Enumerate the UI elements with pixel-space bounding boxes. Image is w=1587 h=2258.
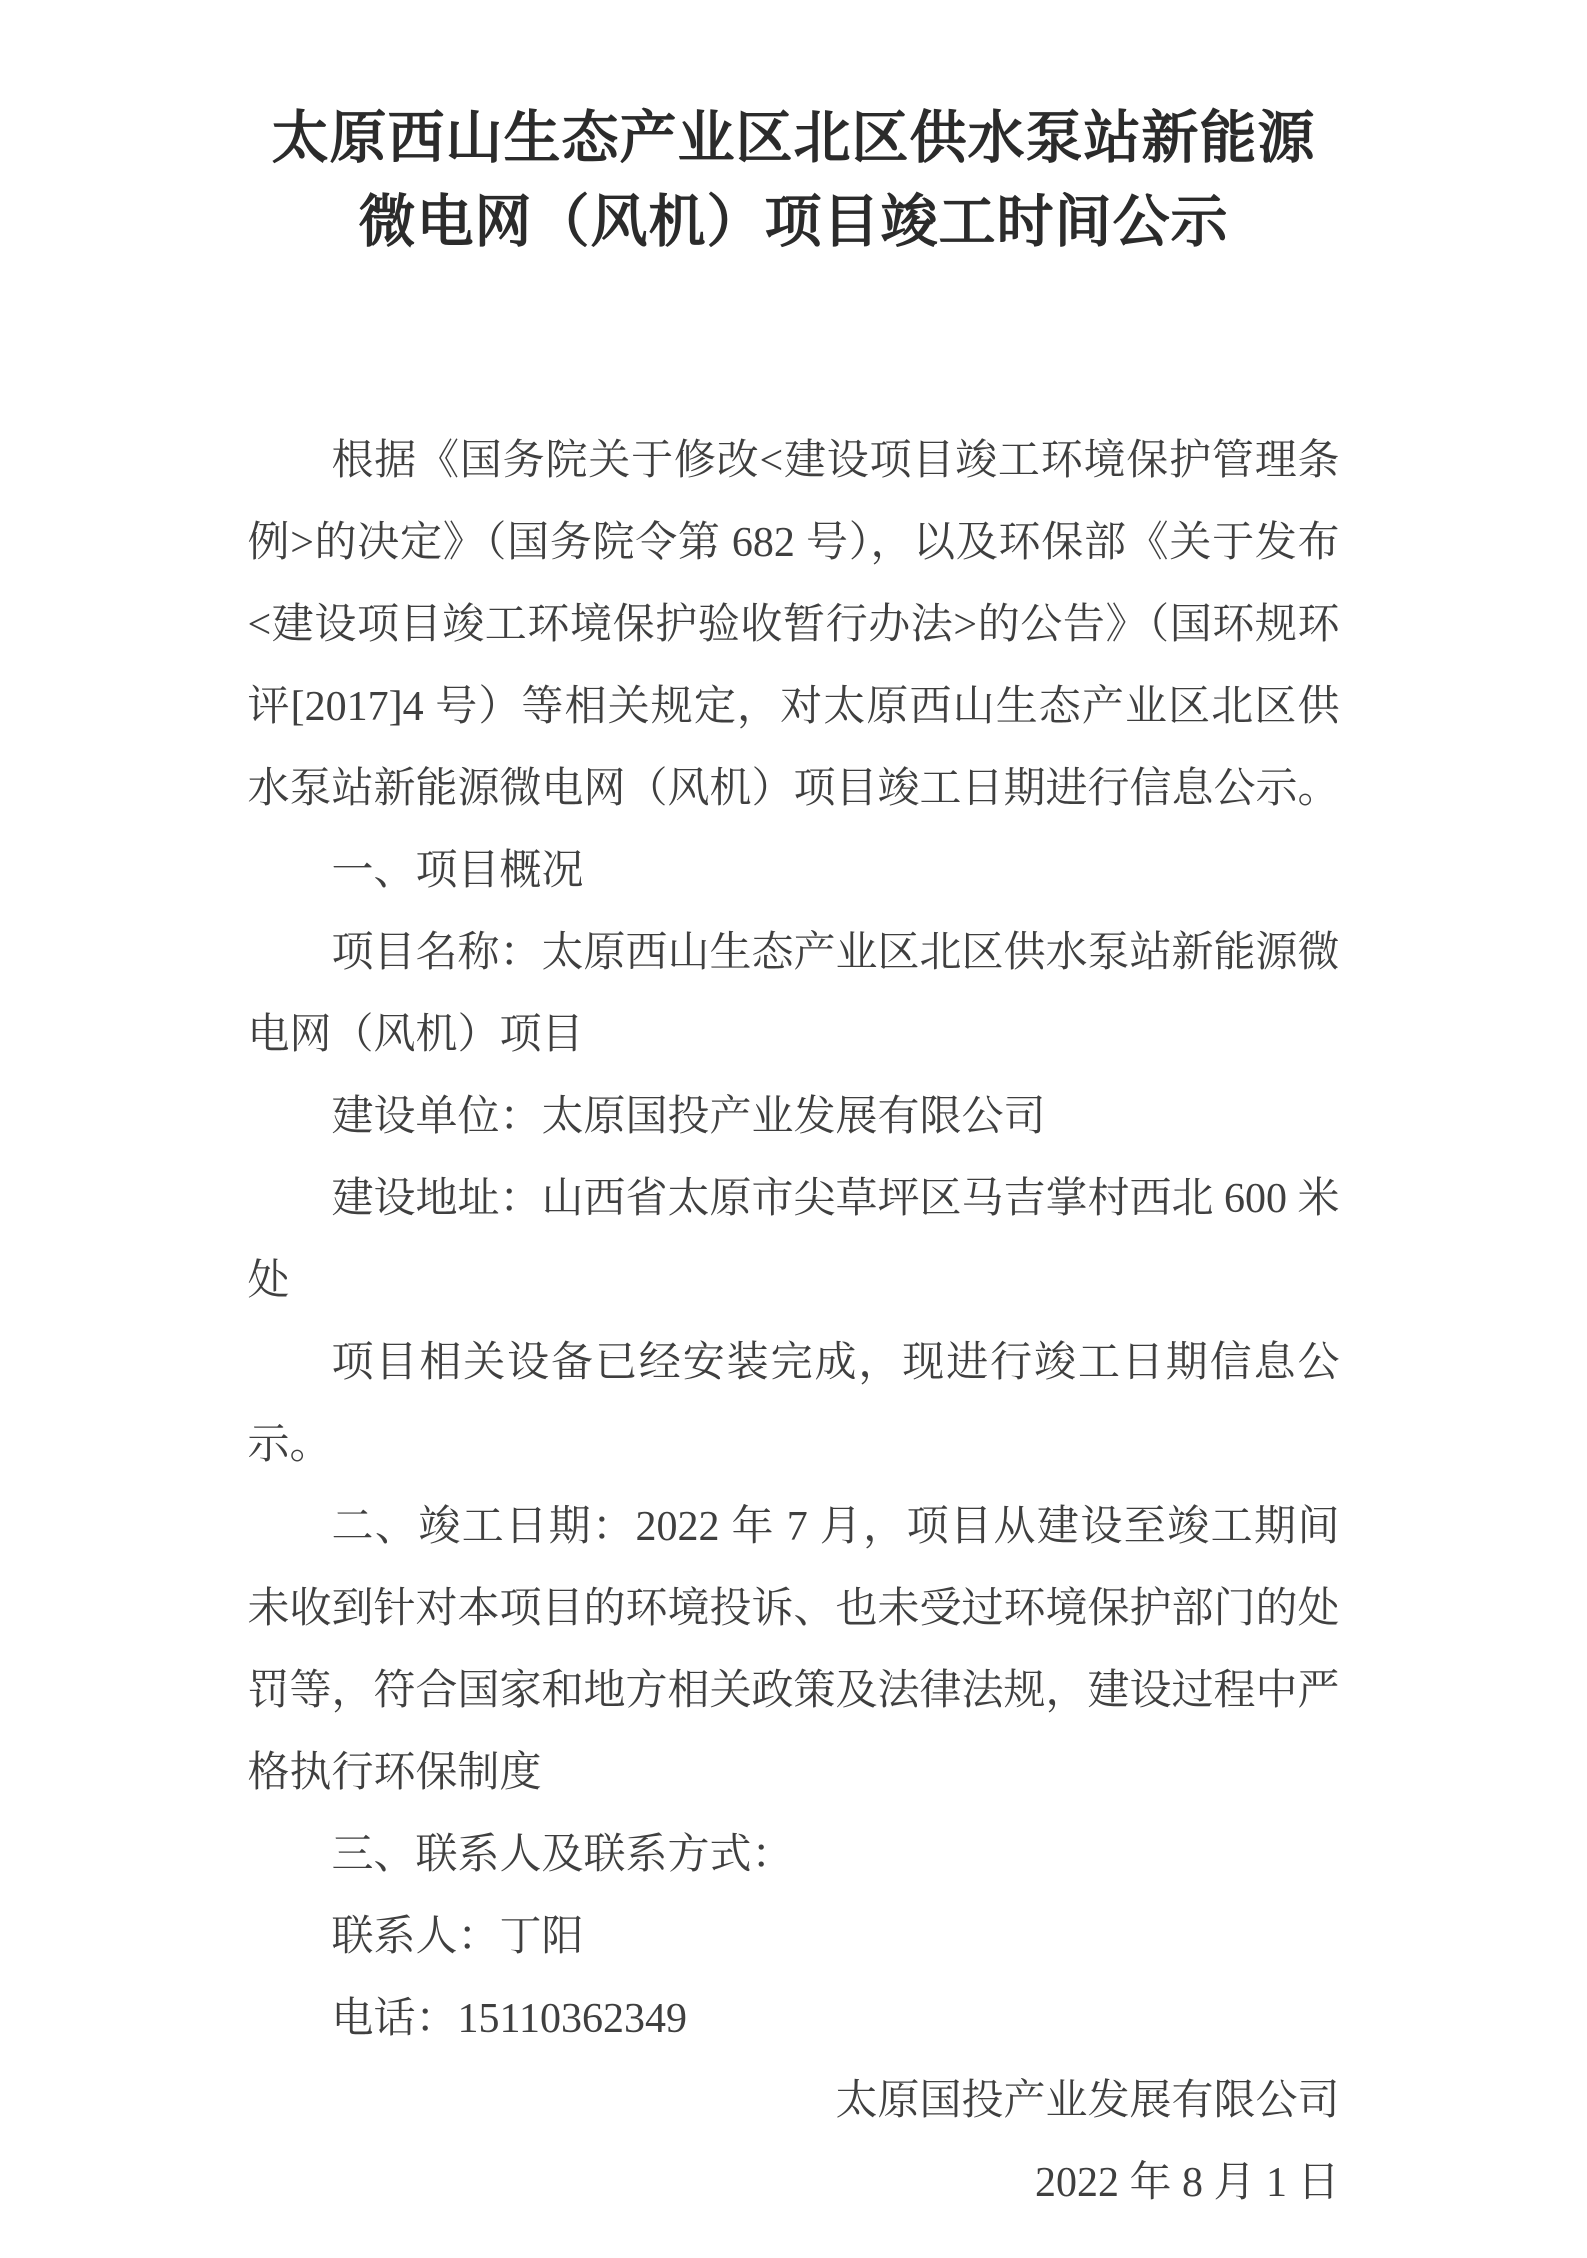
paragraph-construction-unit: 建设单位：太原国投产业发展有限公司: [331, 1094, 1046, 1140]
paragraph-equipment-status: 项目相关设备已经安装完成，现进行竣工日期信息公示。: [247, 1340, 1340, 1468]
paragraph-contact-person: 联系人：丁阳: [331, 1914, 584, 1960]
signature-company: 太原国投产业发展有限公司: [835, 2078, 1340, 2124]
section-heading-1: 一、项目概况: [331, 848, 584, 894]
paragraph-intro: 根据《国务院关于修改<建设项目竣工环境保护管理条例>的决定》（国务院令第 682 号），以及环保部《关于发布<建设项目竣工环境保护验收暂行办法>的公告》（国环规环评[2017]4 号）等相关规定，对太原西山生态产业区北区供水泵站新能源微电网（风机）项目竣工日期进行信息公示。: [247, 438, 1340, 812]
document-title: [248, 97, 1340, 265]
paragraph-project-name: 项目名称：太原西山生态产业区北区供水泵站新能源微电网（风机）项目: [247, 930, 1340, 1058]
document-content: [248, 0, 1340, 2224]
paragraph-construction-address: 建设地址：山西省太原市尖草坪区马吉掌村西北 600 米处: [247, 1176, 1340, 1304]
section-heading-3-contact: 三、联系人及联系方式：: [331, 1832, 794, 1878]
signature-block: [248, 2060, 1340, 2224]
paragraph-contact-phone: 电话：15110362349: [331, 1996, 687, 2042]
document-body: [248, 420, 1340, 2224]
document-title-line-1: 太原西山生态产业区北区供水泵站新能源: [271, 107, 1316, 170]
signature-date: 2022 年 8 月 1 日: [1034, 2160, 1340, 2206]
document-title-line-2: 微电网（风机）项目竣工时间公示: [358, 191, 1229, 254]
section-heading-2-completion-date: 二、竣工日期：2022 年 7 月，项目从建设至竣工期间未收到针对本项目的环境投诉、也未受过环境保护部门的处罚等，符合国家和地方相关政策及法律法规，建设过程中严格执行环保制度: [247, 1504, 1340, 1796]
